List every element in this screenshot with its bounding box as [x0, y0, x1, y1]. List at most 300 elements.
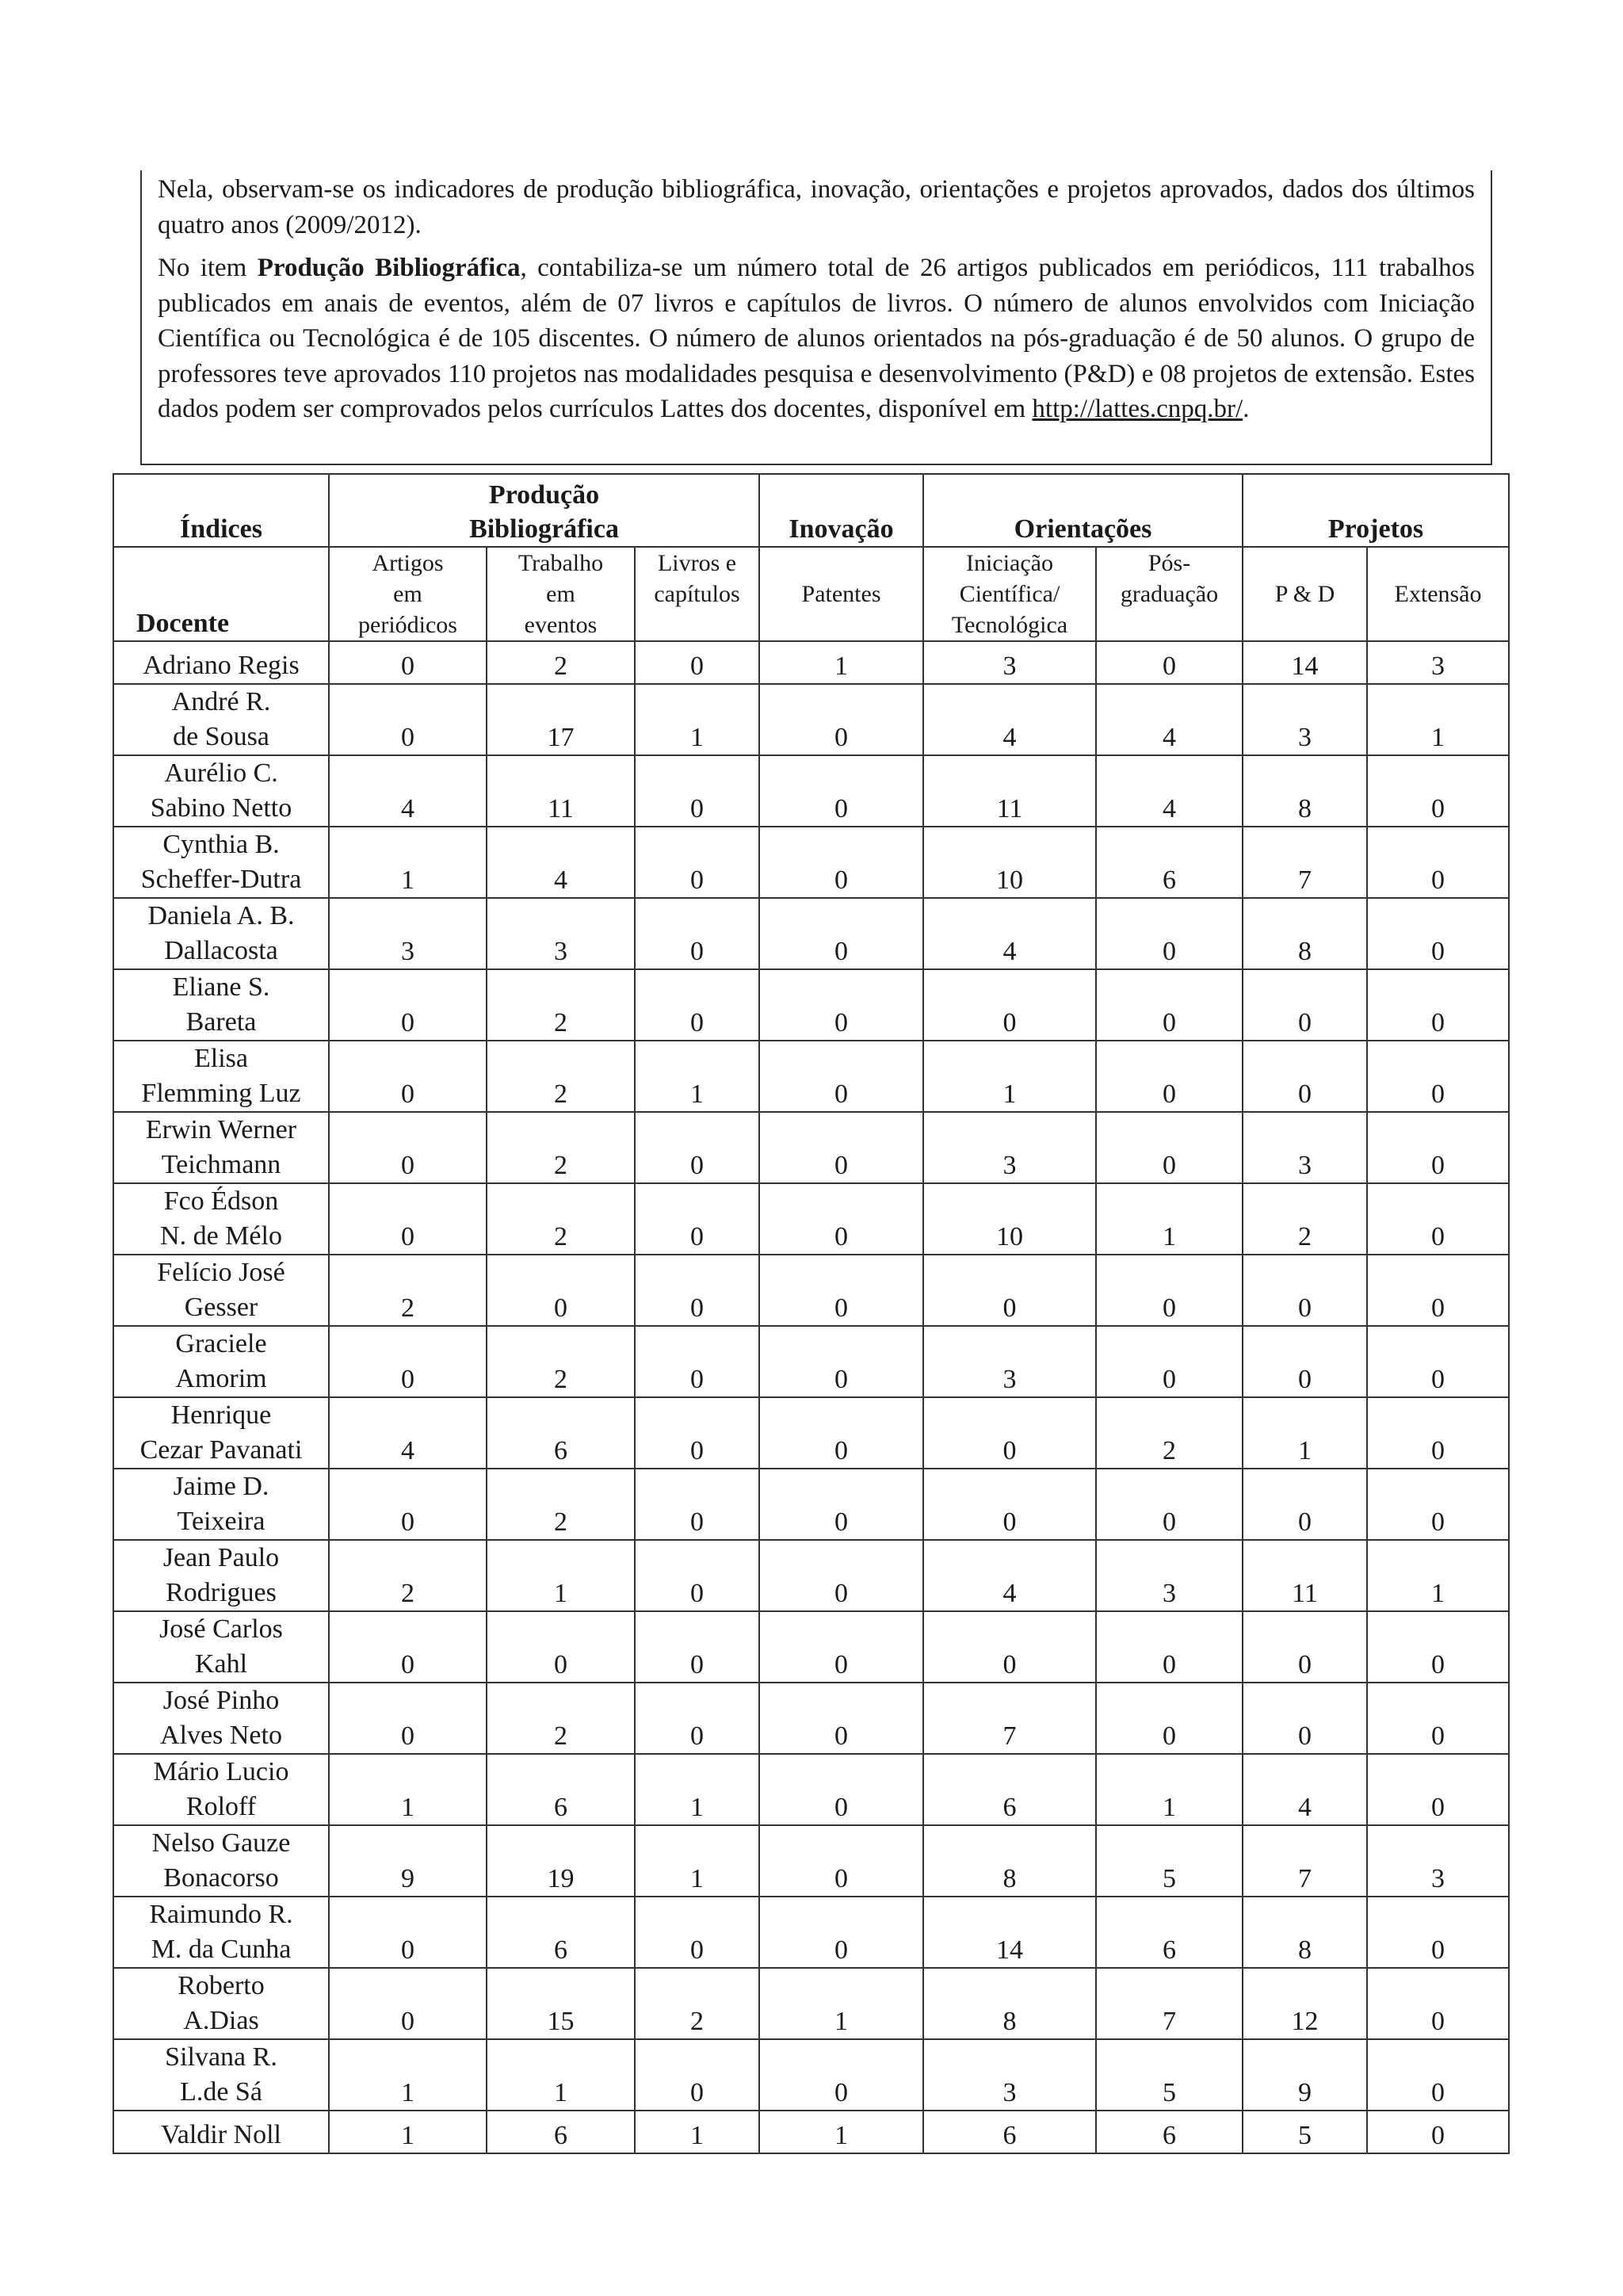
docente-name-line: Fco Édson	[163, 1186, 279, 1216]
cell-extensao: 0	[1367, 827, 1509, 898]
docente-name-line: Jean Paulo	[162, 1543, 280, 1572]
cell-trabalho: 2	[487, 641, 635, 684]
header-inovacao: Inovação	[759, 474, 923, 547]
docente-name-line: A.Dias	[183, 2006, 259, 2035]
cell-extensao: 0	[1367, 969, 1509, 1041]
docente-name	[113, 1183, 329, 1255]
cell-extensao: 0	[1367, 755, 1509, 827]
cell-extensao: 0	[1367, 1183, 1509, 1255]
cell-iniciacao: 4	[923, 898, 1096, 969]
cell-extensao: 0	[1367, 2039, 1509, 2111]
cell-pos: 2	[1096, 1397, 1243, 1469]
cell-artigos: 2	[329, 1255, 487, 1326]
cell-extensao: 0	[1367, 898, 1509, 969]
cell-patentes: 0	[759, 1041, 923, 1112]
cell-extensao: 0	[1367, 1968, 1509, 2039]
cell-trabalho: 6	[487, 1397, 635, 1469]
docente-name-line: Gesser	[184, 1293, 258, 1322]
cell-iniciacao: 14	[923, 1897, 1096, 1968]
indicators-table	[113, 473, 1510, 2154]
docente-name-line: L.de Sá	[180, 2077, 262, 2107]
header-producao	[329, 474, 759, 547]
table-row	[113, 755, 1509, 827]
docente-name	[113, 684, 329, 755]
docente-name-line: Roberto	[178, 1971, 265, 2000]
cell-trabalho: 2	[487, 1041, 635, 1112]
table-row	[113, 898, 1509, 969]
cell-artigos: 2	[329, 1540, 487, 1611]
cell-patentes: 0	[759, 1683, 923, 1754]
docente-name-line: Aurélio C.	[164, 758, 278, 788]
artigos-l2: em	[393, 581, 422, 607]
table-row	[113, 1611, 1509, 1683]
docente-name-line: Alves Neto	[160, 1721, 282, 1750]
cell-artigos: 0	[329, 1041, 487, 1112]
cell-artigos: 0	[329, 1897, 487, 1968]
cell-iniciacao: 6	[923, 1754, 1096, 1825]
table-row	[113, 2039, 1509, 2111]
docente-name-line: Flemming Luz	[141, 1079, 301, 1108]
docente-name-line: Erwin Werner	[145, 1115, 297, 1144]
cell-extensao: 0	[1367, 1397, 1509, 1469]
cell-pd: 8	[1243, 755, 1367, 827]
docente-name-line: Bareta	[185, 1007, 257, 1037]
cell-iniciacao: 0	[923, 1469, 1096, 1540]
cell-artigos: 0	[329, 1683, 487, 1754]
cell-artigos: 4	[329, 755, 487, 827]
cell-artigos: 1	[329, 2039, 487, 2111]
docente-name	[113, 1611, 329, 1683]
cell-iniciacao: 3	[923, 2039, 1096, 2111]
cell-pd: 0	[1243, 1611, 1367, 1683]
header-pos	[1096, 547, 1243, 641]
cell-livros: 1	[635, 1041, 759, 1112]
docente-name-line: de Sousa	[173, 722, 269, 751]
cell-iniciacao: 8	[923, 1968, 1096, 2039]
cell-trabalho: 4	[487, 827, 635, 898]
docente-name-line: Cynthia B.	[162, 830, 280, 859]
cell-livros: 0	[635, 1611, 759, 1683]
cell-pos: 5	[1096, 1825, 1243, 1897]
cell-extensao: 0	[1367, 1611, 1509, 1683]
cell-patentes: 1	[759, 2111, 923, 2153]
cell-extensao: 0	[1367, 1041, 1509, 1112]
cell-patentes: 0	[759, 969, 923, 1041]
cell-extensao: 0	[1367, 1754, 1509, 1825]
cell-livros: 0	[635, 1469, 759, 1540]
cell-pd: 11	[1243, 1540, 1367, 1611]
docente-name	[113, 1968, 329, 2039]
cell-iniciacao: 8	[923, 1825, 1096, 1897]
cell-pos: 7	[1096, 1968, 1243, 2039]
cell-iniciacao: 3	[923, 641, 1096, 684]
docente-name-line: Henrique	[170, 1400, 272, 1430]
cell-iniciacao: 3	[923, 1112, 1096, 1183]
trabalho-l2: em	[546, 581, 575, 607]
cell-pd: 0	[1243, 969, 1367, 1041]
cell-pos: 4	[1096, 684, 1243, 755]
docente-name-line: Rodrigues	[166, 1578, 277, 1607]
cell-pd: 8	[1243, 898, 1367, 969]
cell-iniciacao: 10	[923, 1183, 1096, 1255]
header-livros	[635, 547, 759, 641]
table-row	[113, 1469, 1509, 1540]
cell-pd: 0	[1243, 1326, 1367, 1397]
docente-name-line: Sabino Netto	[150, 793, 292, 823]
header-artigos	[329, 547, 487, 641]
table-row	[113, 1540, 1509, 1611]
cell-livros: 0	[635, 898, 759, 969]
lattes-link[interactable]: http://lattes.cnpq.br/	[1032, 395, 1243, 423]
cell-pos: 0	[1096, 641, 1243, 684]
cell-livros: 0	[635, 1897, 759, 1968]
cell-iniciacao: 0	[923, 969, 1096, 1041]
artigos-l3: periódicos	[358, 612, 457, 638]
pos-l1: Pós-	[1148, 550, 1191, 576]
artigos-l1: Artigos	[372, 550, 444, 576]
cell-patentes: 0	[759, 2039, 923, 2111]
cell-trabalho: 2	[487, 1326, 635, 1397]
cell-livros: 0	[635, 827, 759, 898]
cell-trabalho: 19	[487, 1825, 635, 1897]
cell-patentes: 0	[759, 1397, 923, 1469]
docente-name-line: N. de Mélo	[160, 1221, 282, 1251]
p2-end: .	[1243, 395, 1250, 423]
iniciacao-l2: Científica/	[959, 581, 1060, 607]
p2-body: , contabiliza-se um número total de 26 artigos publicados em periódicos, 111 trabalhos publicados em anais de eventos, além de 07 livros e capítulos de livros. O número de alunos envolvidos com Iniciação Científica ou Tecnológica é de 105 discentes. O número de alunos orientados na pós-graduação é de 50 alunos. O grupo de professores teve aprovados 110 projetos nas modalidades pesquisa e desenvolvimento (P&D) e 08 projetos de extensão. Estes dados podem ser comprovados pelos currículos Lattes dos docentes, disponível em	[158, 254, 1476, 423]
docente-name	[113, 1397, 329, 1469]
docente-name	[113, 1041, 329, 1112]
header-indices: Índices	[113, 474, 329, 547]
cell-livros: 0	[635, 1326, 759, 1397]
docente-name-line: Adriano Regis	[143, 651, 300, 680]
cell-artigos: 1	[329, 1754, 487, 1825]
cell-artigos: 3	[329, 898, 487, 969]
cell-iniciacao: 0	[923, 1397, 1096, 1469]
docente-name-line: Mário Lucio	[153, 1757, 289, 1786]
cell-patentes: 1	[759, 1968, 923, 2039]
cell-pos: 6	[1096, 827, 1243, 898]
cell-trabalho: 15	[487, 1968, 635, 2039]
docente-name	[113, 1754, 329, 1825]
cell-patentes: 0	[759, 898, 923, 969]
docente-name-line: Daniela A. B.	[147, 901, 295, 930]
cell-extensao: 1	[1367, 684, 1509, 755]
docente-name	[113, 641, 329, 684]
cell-patentes: 0	[759, 827, 923, 898]
cell-pd: 5	[1243, 2111, 1367, 2153]
cell-trabalho: 2	[487, 1683, 635, 1754]
cell-trabalho: 1	[487, 1540, 635, 1611]
table-row	[113, 641, 1509, 684]
cell-pos: 4	[1096, 755, 1243, 827]
cell-patentes: 0	[759, 684, 923, 755]
cell-extensao: 0	[1367, 1326, 1509, 1397]
docente-name-line: Raimundo R.	[149, 1900, 293, 1929]
cell-patentes: 0	[759, 1112, 923, 1183]
intro-text-box	[140, 170, 1492, 465]
docente-name	[113, 1683, 329, 1754]
cell-livros: 0	[635, 1540, 759, 1611]
cell-iniciacao: 10	[923, 827, 1096, 898]
cell-patentes: 0	[759, 1183, 923, 1255]
cell-artigos: 0	[329, 641, 487, 684]
docente-name-line: Valdir Noll	[160, 2120, 282, 2149]
cell-artigos: 1	[329, 827, 487, 898]
table-row	[113, 1754, 1509, 1825]
cell-extensao: 0	[1367, 1683, 1509, 1754]
docente-name-line: Dallacosta	[164, 936, 278, 965]
sub-header-row	[113, 547, 1509, 641]
cell-extensao: 3	[1367, 1825, 1509, 1897]
cell-pd: 0	[1243, 1255, 1367, 1326]
table-row	[113, 1041, 1509, 1112]
p2-bold-term: Produção Bibliográfica	[257, 254, 521, 282]
header-patentes: Patentes	[759, 547, 923, 641]
cell-livros: 0	[635, 755, 759, 827]
cell-pos: 0	[1096, 1683, 1243, 1754]
cell-iniciacao: 4	[923, 1540, 1096, 1611]
cell-livros: 1	[635, 1754, 759, 1825]
cell-pd: 2	[1243, 1183, 1367, 1255]
table-row	[113, 2111, 1509, 2153]
cell-livros: 0	[635, 1683, 759, 1754]
cell-pd: 3	[1243, 684, 1367, 755]
cell-artigos: 0	[329, 1469, 487, 1540]
docente-name-line: M. da Cunha	[151, 1935, 292, 1964]
cell-trabalho: 2	[487, 1112, 635, 1183]
cell-livros: 0	[635, 1397, 759, 1469]
cell-pos: 5	[1096, 2039, 1243, 2111]
group-header-row	[113, 474, 1509, 547]
table-row	[113, 684, 1509, 755]
trabalho-l3: eventos	[524, 612, 598, 638]
cell-trabalho: 17	[487, 684, 635, 755]
docente-name	[113, 755, 329, 827]
docente-name	[113, 1469, 329, 1540]
cell-trabalho: 11	[487, 755, 635, 827]
cell-livros: 1	[635, 2111, 759, 2153]
docente-name-line: Teichmann	[161, 1150, 281, 1179]
table-row	[113, 827, 1509, 898]
cell-extensao: 1	[1367, 1540, 1509, 1611]
table-row	[113, 1825, 1509, 1897]
cell-artigos: 9	[329, 1825, 487, 1897]
table-row	[113, 1112, 1509, 1183]
cell-livros: 1	[635, 1825, 759, 1897]
cell-patentes: 0	[759, 1540, 923, 1611]
cell-artigos: 0	[329, 1611, 487, 1683]
header-producao-l2: Bibliográfica	[469, 514, 619, 544]
cell-livros: 0	[635, 641, 759, 684]
docente-name-line: Elisa	[194, 1044, 248, 1073]
cell-pd: 1	[1243, 1397, 1367, 1469]
cell-pos: 6	[1096, 1897, 1243, 1968]
cell-trabalho: 2	[487, 1469, 635, 1540]
cell-artigos: 4	[329, 1397, 487, 1469]
cell-artigos: 0	[329, 1968, 487, 2039]
cell-pd: 8	[1243, 1897, 1367, 1968]
cell-iniciacao: 3	[923, 1326, 1096, 1397]
docente-name-line: Roloff	[185, 1792, 257, 1821]
iniciacao-l1: Iniciação	[966, 550, 1053, 576]
docente-name	[113, 2039, 329, 2111]
cell-patentes: 0	[759, 1255, 923, 1326]
docente-name-line: Cezar Pavanati	[139, 1435, 303, 1465]
cell-artigos: 0	[329, 1183, 487, 1255]
cell-pd: 4	[1243, 1754, 1367, 1825]
cell-iniciacao: 0	[923, 1611, 1096, 1683]
table-row	[113, 1397, 1509, 1469]
cell-artigos: 0	[329, 1112, 487, 1183]
table-row	[113, 1683, 1509, 1754]
cell-iniciacao: 11	[923, 755, 1096, 827]
cell-livros: 0	[635, 1255, 759, 1326]
cell-patentes: 0	[759, 1754, 923, 1825]
docente-name-line: Jaime D.	[173, 1472, 269, 1501]
cell-trabalho: 2	[487, 969, 635, 1041]
docente-name-line: Graciele	[175, 1329, 267, 1358]
cell-pd: 0	[1243, 1683, 1367, 1754]
cell-pd: 0	[1243, 1041, 1367, 1112]
table-row	[113, 1968, 1509, 2039]
header-producao-l1: Produção	[488, 480, 600, 510]
cell-artigos: 0	[329, 969, 487, 1041]
header-iniciacao	[923, 547, 1096, 641]
docente-name-line: Amorim	[175, 1364, 267, 1393]
cell-trabalho: 0	[487, 1255, 635, 1326]
cell-pd: 12	[1243, 1968, 1367, 2039]
intro-paragraph-1: Nela, observam-se os indicadores de produção bibliográfica, inovação, orientações e projetos aprovados, dados dos últimos quatro anos (2009/2012).	[158, 175, 1475, 239]
cell-trabalho: 2	[487, 1183, 635, 1255]
p2-pre: No item	[158, 254, 258, 282]
docente-name-line: Silvana R.	[165, 2042, 277, 2072]
cell-pos: 0	[1096, 1611, 1243, 1683]
docente-name	[113, 827, 329, 898]
docente-name	[113, 898, 329, 969]
header-orientacoes: Orientações	[923, 474, 1243, 547]
cell-iniciacao: 7	[923, 1683, 1096, 1754]
cell-livros: 1	[635, 684, 759, 755]
docente-name-line: Eliane S.	[172, 972, 270, 1002]
cell-iniciacao: 1	[923, 1041, 1096, 1112]
cell-patentes: 0	[759, 1897, 923, 1968]
cell-pos: 0	[1096, 1041, 1243, 1112]
cell-iniciacao: 0	[923, 1255, 1096, 1326]
docente-name	[113, 1112, 329, 1183]
cell-livros: 0	[635, 969, 759, 1041]
cell-patentes: 0	[759, 1611, 923, 1683]
docente-name-line: Teixeira	[177, 1507, 265, 1536]
table-body	[113, 641, 1509, 2153]
cell-pos: 6	[1096, 2111, 1243, 2153]
cell-patentes: 0	[759, 1825, 923, 1897]
cell-extensao: 0	[1367, 1469, 1509, 1540]
cell-trabalho: 3	[487, 898, 635, 969]
iniciacao-l3: Tecnológica	[951, 612, 1068, 638]
cell-pos: 0	[1096, 1112, 1243, 1183]
livros-l2: capítulos	[654, 581, 740, 607]
cell-pos: 0	[1096, 1326, 1243, 1397]
docente-name-line: Felício José	[157, 1258, 285, 1287]
table-row	[113, 1183, 1509, 1255]
cell-iniciacao: 4	[923, 684, 1096, 755]
docente-name-line: José Carlos	[159, 1614, 283, 1644]
cell-extensao: 0	[1367, 1897, 1509, 1968]
cell-pd: 7	[1243, 827, 1367, 898]
header-docente: Docente	[113, 547, 329, 641]
cell-livros: 0	[635, 2039, 759, 2111]
cell-trabalho: 6	[487, 2111, 635, 2153]
cell-extensao: 0	[1367, 1112, 1509, 1183]
table-row	[113, 1255, 1509, 1326]
docente-name-line: Scheffer-Dutra	[140, 865, 302, 894]
cell-patentes: 1	[759, 641, 923, 684]
cell-pos: 1	[1096, 1754, 1243, 1825]
cell-pos: 0	[1096, 1469, 1243, 1540]
docente-name	[113, 1825, 329, 1897]
docente-name-line: André R.	[171, 687, 271, 716]
cell-extensao: 0	[1367, 2111, 1509, 2153]
docente-name-line: Nelso Gauze	[151, 1828, 291, 1858]
cell-patentes: 0	[759, 1469, 923, 1540]
header-pd: P & D	[1243, 547, 1367, 641]
cell-pos: 0	[1096, 969, 1243, 1041]
header-trabalho	[487, 547, 635, 641]
docente-name	[113, 2111, 329, 2153]
docente-name-line: Bonacorso	[163, 1863, 279, 1893]
cell-livros: 0	[635, 1183, 759, 1255]
docente-name-line: Kahl	[194, 1649, 248, 1679]
intro-paragraph-2	[158, 250, 1475, 427]
trabalho-l1: Trabalho	[517, 550, 604, 576]
cell-pd: 9	[1243, 2039, 1367, 2111]
cell-pos: 3	[1096, 1540, 1243, 1611]
docente-name	[113, 1326, 329, 1397]
livros-l1: Livros e	[657, 550, 737, 576]
table-row	[113, 1897, 1509, 1968]
cell-trabalho: 6	[487, 1897, 635, 1968]
cell-pd: 14	[1243, 641, 1367, 684]
cell-artigos: 1	[329, 2111, 487, 2153]
cell-livros: 0	[635, 1112, 759, 1183]
cell-artigos: 0	[329, 1326, 487, 1397]
header-projetos: Projetos	[1243, 474, 1509, 547]
header-extensao: Extensão	[1367, 547, 1509, 641]
cell-trabalho: 1	[487, 2039, 635, 2111]
cell-livros: 2	[635, 1968, 759, 2039]
table-row	[113, 1326, 1509, 1397]
cell-iniciacao: 6	[923, 2111, 1096, 2153]
cell-patentes: 0	[759, 1326, 923, 1397]
docente-name	[113, 969, 329, 1041]
docente-name-line: José Pinho	[162, 1686, 280, 1715]
table-row	[113, 969, 1509, 1041]
cell-trabalho: 0	[487, 1611, 635, 1683]
cell-artigos: 0	[329, 684, 487, 755]
cell-extensao: 3	[1367, 641, 1509, 684]
docente-name	[113, 1255, 329, 1326]
docente-name	[113, 1897, 329, 1968]
cell-pd: 7	[1243, 1825, 1367, 1897]
cell-patentes: 0	[759, 755, 923, 827]
cell-pos: 0	[1096, 1255, 1243, 1326]
cell-trabalho: 6	[487, 1754, 635, 1825]
cell-pos: 1	[1096, 1183, 1243, 1255]
docente-name	[113, 1540, 329, 1611]
pos-l2: graduação	[1120, 581, 1219, 607]
cell-pd: 3	[1243, 1112, 1367, 1183]
